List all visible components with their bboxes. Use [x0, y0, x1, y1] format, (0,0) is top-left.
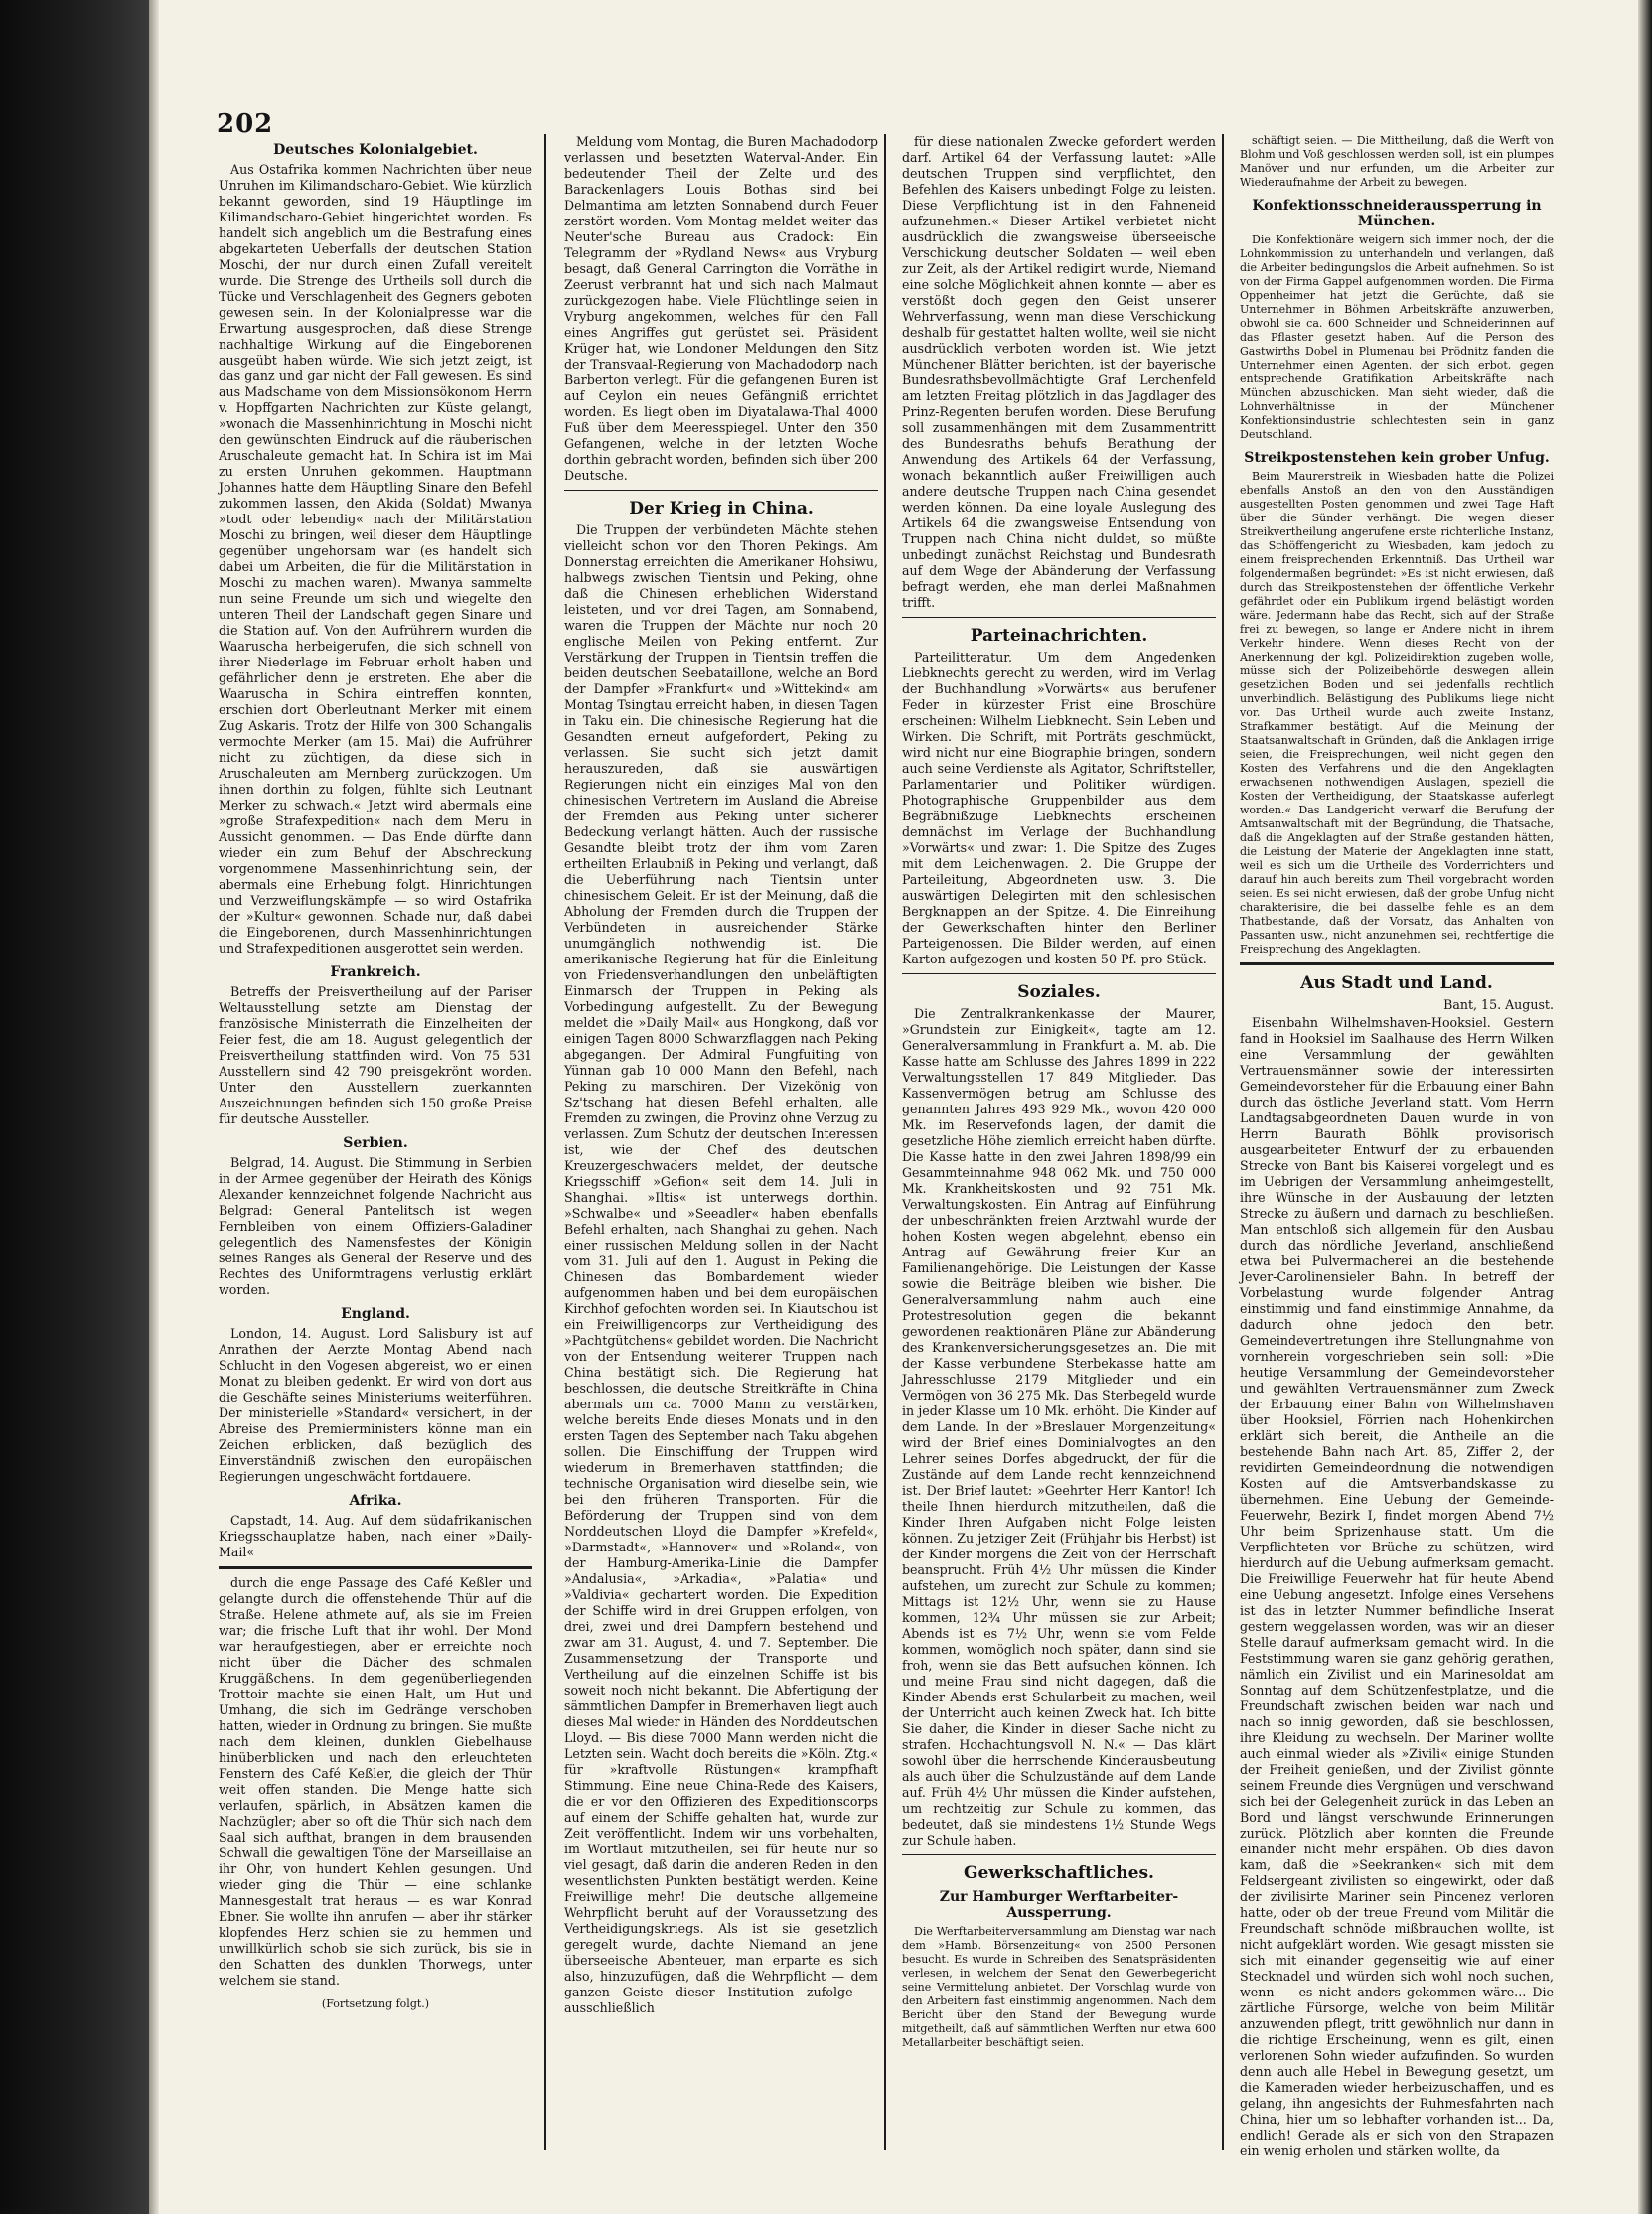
column-rule — [1222, 134, 1224, 2150]
section-heading-frankreich: Frankreich. — [330, 964, 421, 980]
section-divider — [902, 617, 1216, 618]
section-heading-kolonial: Deutsches Kolonialgebiet. — [273, 142, 478, 158]
column-1 — [219, 134, 532, 2150]
column-rule — [544, 134, 546, 2150]
section-heading-krieg-china: Der Krieg in China. — [629, 499, 814, 518]
section-heading-streikposten: Streikpostenstehen kein grober Unfug. — [1244, 450, 1550, 466]
section-heading-afrika: Afrika. — [349, 1493, 402, 1509]
column-4 — [1240, 134, 1554, 2158]
section-divider — [902, 973, 1216, 974]
article-serbien: Belgrad, 14. August. Die Stimmung in Serbien in der Armee gegenüber der Heirath des Königs Alexander kennzeichnet folgende Nachricht aus Belgrad: General Pantelitsch ist wegen Fernbleiben von einem Offiziers-Galadiner gelegentlich des Namensfestes der Königin seines Ranges als General der Reserve und des Rechtes des Uniformtragens verlustig erklärt worden. — [219, 1155, 532, 1297]
column-2 — [564, 134, 878, 2150]
article-kolonial: Aus Ostafrika kommen Nachrichten über neue Unruhen im Kilimandscharo-Gebiet. Wie kürzlich bekannt geworden, sind 19 Häuptlinge im Kilimandscharo-Gebiet hingerichtet worden. Es handelt sich angeblich um die Bestrafung eines abgekarteten Ueberfalls der deutschen Station Moschi, der nur durch einen Zufall vereitelt wurde. Die Strenge des Urtheils soll durch die Tücke und Verschlagenheit des Gegners geboten gewesen sein. In der Kolonialpresse war die Erwartung ausgesprochen, daß diese Strenge nachhaltige Wirkung auf die Eingeborenen ausgeübt haben würde. Wie sich jetzt zeigt, ist das ganz und gar nicht der Fall gewesen. Es sind aus Madschame von dem Missionsökonom Herrn v. Hopffgarten Nachrichten zur Küste gelangt, »wonach die Massenhinrichtung in Moschi nicht den gewünschten Eindruck auf die räuberischen Aruschaleute gemacht hat. In Schira ist im Mai zu ersten Unruhen gekommen. Hauptmann Johannes hatte dem Häuptling Sinare den Befehl zukommen lassen, den Akida (Soldat) Mwanya »todt oder lebendig« nach der Militärstation Moschi zu bringen, weil dieser dem Häuptlinge gegenüber ungehorsam war (es handelt sich dabei um Arbeiten, die für die Militärstation in Moschi zu machen waren). Mwanya sammelte nun seine Freunde um sich und wiegelte den unteren Theil der Landschaft gegen Sinare und die Station auf. Von den Aufrührern wurden die Waaruscha herbeigerufen, die sich schnell von ihrer Niederlage im Februar erholt haben und gefährlicher denn je erstreten. Ehe aber die Waaruscha in Schira eintreffen konnten, erschien dort Oberleutnant Merker mit einem Zug Askaris. Trotz der Hilfe von 300 Schangalis vermochte Merker (am 15. Mai) die Aufrührer nicht zu züchtigen, da diese sich in Aruschaleuten am Mernberg zurückzogen. Um ihnen dorthin zu folgen, fühlte sich Leutnant Merker zu schwach.« Jetzt wird abermals eine »große Strafexpedition« nach dem Meru in Aussicht genommen. — Das Ende dürfte dann wieder ein zum Behuf der Abschreckung vorgenommene Massenhinrichtung sein, der abermals eine Erhebung folgt. Hinrichtungen und Verzweiflungskämpfe — so wird Ostafrika der »Kultur« gewonnen. Schade nur, daß dabei die Eingeborenen, durch Massenhinrichtungen und Strafexpeditionen ausgerottet sein werden. — [219, 162, 532, 956]
section-heading-soziales: Soziales. — [1017, 982, 1101, 1002]
page-gutter-shadow — [149, 0, 159, 2214]
continuation-note: (Fortsetzung folgt.) — [321, 1997, 430, 2010]
feuilleton-text: durch die enge Passage des Café Keßler und gelangte durch die offenstehende Thür auf die Straße. Helene athmete auf, als sie im Freien war; die frische Luft that ihr wohl. Der Mond war heraufgestiegen, aber er erreichte noch nicht über die Dächer des schmalen Kruggäßchens. In dem gegenüberliegenden Trottoir machte sie einen Halt, um Hut und Umhang, die sich im Gedränge verschoben hatten, wieder in Ordnung zu bringen. Sie mußte nach dem kleinen, dunklen Giebelhause hinüberblicken und nach den erleuchteten Fenstern des Café Keßler, die gleich der Thür weit offen standen. Die Menge hatte sich verlaufen, spärlich, in Absätzen kamen die Nachzügler; aber so oft die Thür sich nach dem Saal sich aufthat, brangen in dem brausenden Schwall die gewaltigen Töne der Marseillaise an ihr Ohr, von hundert Kehlen gesungen. Und wieder ging die Thür — eine schlanke Mannesgestalt trat heraus — es war Konrad Ebner. Sie wollte ihn anrufen — aber ihr stärker klopfendes Herz schien sie zu hemmen und unwillkürlich schob sie sich zurück, bis sie in den Schatten des dunklen Thorwegs, unter welchem sie stand. — [219, 1575, 532, 1988]
column-rule — [884, 134, 886, 2150]
section-heading-serbien: Serbien. — [343, 1135, 408, 1151]
article-werft-continued: schäftigt seien. — Die Mittheilung, daß die Werft von Blohm und Voß geschlossen werden soll, ist ein plumpes Manöver und nur erfunden, um die Arbeiter zur Wiederaufnahme der Arbeit zu bewegen. — [1240, 134, 1554, 189]
page-right-edge — [1638, 0, 1652, 2214]
feuilleton-divider — [219, 1566, 532, 1569]
subheading-werftarbeiter: Zur Hamburger Werftarbeiter-Aussperrung. — [939, 1889, 1179, 1921]
article-stadt-land: Eisenbahn Wilhelmshaven-Hooksiel. Gestern fand in Hooksiel im Saalhause des Herrn Wilken eine Versammlung der gewählten Vertrauensmänner sowie der interessirten Gemeindevorsteher für die Erbauung einer Bahn durch das östliche Jeverland statt. Vom Herrn Landtagsabgeordneten Dauen wurde in von Herrn Baurath Böhlk provisorisch ausgearbeiteter Entwurf der zu erbauenden Strecke von Bant bis Kaiserei vorgelegt und es im Uebrigen der Versammlung anheimgestellt, ihre Wünsche in der Ausbauung der letzten Strecke zu äußern und darnach zu beschließen. Man entschloß sich allgemein für den Ausbau durch das nördliche Jeverland, anschließend etwa bei Pulvermacherei an die bestehende Jever-Carolinensieler Bahn. In betreff der Vorbelastung wurde folgender Antrag einstimmig und fand einstimmige Annahme, da dadurch ohne jedoch den betr. Gemeindevertretungen ihre Stellungnahme von vornherein vorgeschrieben sein soll: »Die heutige Versammlung der Gemeindevorsteher und gewählten Vertrauensmänner zum Zweck der Erbauung einer Bahn von Wilhelmshaven über Hooksiel, Förrien nach Hohenkirchen erklärt sich bereit, die Antheile an die bestehende Bahn nach Art. 85, Ziffer 2, der revidirten Gemeindeordnung die notwendigen Kosten auf die Amtsverbandskasse zu übernehmen. Eine Uebung der Gemeinde-Feuerwehr, Bezirk I, findet morgen Abend 7½ Uhr beim Sprizenhause statt. Um die Verpflichteten vor Brüche zu schützen, wird hierdurch auf die Uebung aufmerksam gemacht. Die Freiwillige Feuerwehr hat für heute Abend eine Uebung angesetzt. Infolge eines Versehens ist das in letzter Nummer befindliche Inserat gestern weggelassen worden, was wir an dieser Stelle darauf aufmerksam gemacht wird. In die Feststimmung waren sie ganz gehörig gerathen, nämlich ein Zivilist und ein Marinesoldat am Sonntag auf dem Schützenfestplatze, und die Freundschaft zwischen beiden war nach und nach so innig geworden, daß sie beschlossen, ihre Kleidung zu wechseln. Der Mariner wollte auch einmal wieder als »Zivili« einige Stunden der Freiheit genießen, und der Zivilist gönnte seinem Freunde dies Vergnügen und verschwand sich bei der Gelegenheit zurück in das Leben an Bord und längst verschwunde Erinnerungen zurück. Plötzlich aber konnten die Freunde einander nicht mehr erspähen. Ob dies davon kam, daß die »Seekranken« sich mit dem Feldsergeant zivilisten so eingewirkt, oder daß der zivilisirte Mariner sein Pincenez verloren hatte, oder ob der treue Freund vom Militär die Freundschaft schnöde mißbrauchen wollte, ist nicht aufgeklärt worden. Wie gesagt missten sie sich mit einander gegenseitig wie auf einer Stecknadel und würden sich wohl noch suchen, wenn — es nicht anders gekommen wäre... Die zärtliche Fürsorge, welche von beim Militär anzuwenden pflegt, tritt gewöhnlich nur dann in die richtige Erscheinung, wenn es gilt, einen verlorenen Sohn wieder aufzufinden. So wurden denn auch alle Hebel in Bewegung gesetzt, um die Kameraden wieder herbeizuschaffen, und es gelang, ihn angesichts der Ruhmesfahrten nach China, hier um so lebhafter vorhanden ist... Da, endlich! Gerade als er sich von den Strapazen ein wenig erholen und stärken wollte, da — [1240, 1015, 1554, 2158]
page-number: 202 — [217, 109, 274, 139]
section-heading-partei: Parteinachrichten. — [970, 626, 1148, 646]
section-divider — [902, 1854, 1216, 1855]
newspaper-page — [189, 60, 1579, 2175]
article-england: London, 14. August. Lord Salisbury ist auf Anrathen der Aerzte Montag Abend nach Schlucht in den Vogesen abgereist, wo er einen Monat zu bleiben gedenkt. Er wird von dort aus die Geschäfte seines Ministeriums weiterführen. Der ministerielle »Standard« versichert, in der Abreise des Premierministers könne man ein Zeichen erblicken, daß bezüglich des Einverständniß zwischen den europäischen Regierungen ungeschwächt fortdauere. — [219, 1326, 532, 1484]
section-divider — [1240, 962, 1554, 965]
article-verfassung: für diese nationalen Zwecke gefordert werden darf. Artikel 64 der Verfassung lautet: »Alle deutschen Truppen sind verpflichtet, den Befehlen des Kaisers unbedingt Folge zu leisten. Diese Verpflichtung ist in den Fahneneid aufzunehmen.« Dieser Artikel verbietet nicht ausdrücklich die zwangsweise überseeische Verschickung deutscher Soldaten — weil eben zur Zeit, als der Artikel redigirt wurde, Niemand eine solche Möglichkeit ahnen konnte — aber es verstößt doch gegen den Geist unserer Wehrverfassung, wenn man diese Verschickung deshalb für gestattet halten wollte, weil sie nicht ausdrücklich verboten worden ist. Wie jetzt Münchener Blätter berichten, ist der bayerische Bundesrathsbevollmächtigte Graf Lerchenfeld am letzten Freitag plötzlich in das Jagdlager des Prinz-Regenten berufen worden. Diese Berufung soll zusammenhängen mit dem Zusammentritt des Bundesraths behufs Berathung der Anwendung des Artikels 64 der Verfassung, wonach bekanntlich außer Freiwilligen auch andere deutsche Truppen nach China gesendet werden können. Da eine loyale Auslegung des Artikels 64 die zwangsweise Entsendung von Truppen nach China nicht duldet, so müßte unbedingt zunächst Reichstag und Bundesrath auf dem Wege der Abänderung der Verfassung befragt werden, ehe man derlei Maßnahmen trifft. — [902, 134, 1216, 610]
section-divider — [564, 490, 878, 491]
article-frankreich: Betreffs der Preisvertheilung auf der Pariser Weltausstellung setzte am Dienstag der französische Ministerrath die Einzelheiten der Feier fest, die am 18. August gelegentlich der Preisvertheilung stattfinden wird. Von 75 531 Ausstellern sind 42 790 preisgekrönt worden. Unter den Ausstellern zuerkannten Auszeichnungen befinden sich 150 große Preise für deutsche Aussteller. — [219, 984, 532, 1126]
article-krieg-china: Die Truppen der verbündeten Mächte stehen vielleicht schon vor den Thoren Pekings. Am Donnerstag erreichten die Amerikaner Hohsiwu, halbwegs zwischen Tientsin und Peking, ohne daß die Chinesen erheblichen Widerstand leisteten, und vor drei Tagen, am Sonnabend, waren die Truppen der Mächte nur noch 20 englische Meilen von Peking entfernt. Zur Verstärkung der Truppen in Tientsin treffen die beiden deutschen Seebataillone, welche an Bord der Dampfer »Frankfurt« und »Wittekind« am Montag Tsingtau erreicht haben, in diesen Tagen in Taku ein. Die chinesische Regierung hat die Gesandten erneut aufgefordert, Peking zu verlassen. Sie sucht sich jetzt damit herauszureden, daß sie auswärtigen Regierungen nicht ein einziges Mal von den chinesischen Vertretern im Ausland die Abreise der Fremden aus Peking unter sicherer Bedeckung verlangt hätten. Auch der russische Gesandte bleibt trotz der ihm vom Zaren ertheilten Erlaubniß in Peking und verlangt, daß die Ueberführung nach Tientsin unter chinesischem Geleit. Er ist der Meinung, daß die Abholung der Fremden durch die Truppen der Verbündeten in ausreichender Stärke unumgänglich nothwendig ist. Die amerikanische Regierung hat für die Einleitung von Friedensverhandlungen den unbeläftigten Einmarsch der Truppen in Peking als Vorbedingung aufgestellt. Zu der Bewegung meldet die »Daily Mail« aus Hongkong, daß vor einigen Tagen 8000 Schwarzflaggen nach Peking abgegangen. Der Admiral Fungfuiting von Yünnan gab 10 000 Mann den Befehl, nach Peking zu marschiren. Der Vizekönig von Sz'tschang hat diesen Befehl erhalten, alle Fremden zu zwingen, die Provinz ohne Verzug zu verlassen. Zum Schutz der deutschen Interessen ist, wie der Chef des deutschen Kreuzergeschwaders meldet, der deutsche Kriegsschiff »Gefion« seit dem 14. Juli in Shanghai. »Iltis« ist unterwegs dorthin. »Schwalbe« und »Seeadler« haben ebenfalls Befehl erhalten, nach Shanghai zu gehen. Nach einer russischen Meldung sollen in der Nacht vom 31. Juli auf den 1. August in Peking die Chinesen das Bombardement wieder aufgenommen haben und bei dem europäischen Kirchhof gefochten worden sei. In Kiautschou ist ein Freiwilligencorps zur Vertheidigung des »Pachtgütchens« gebildet worden. Die Nachricht von der Entsendung weiterer Truppen nach China bestätigt sich. Die Regierung hat beschlossen, die deutsche Streitkräfte in China abermals um ca. 7000 Mann zu verstärken, welche bereits Ende dieses Monats und in den ersten Tagen des September nach Taku abgehen sollen. Die Einschiffung der Truppen wird wiederum in Bremerhaven stattfinden; die technische Organisation wird dieselbe sein, wie bei den früheren Transporten. Für die Beförderung der Truppen sind von dem Norddeutschen Lloyd die Dampfer »Krefeld«, »Darmstadt«, »Hannover« und »Roland«, von der Hamburg-Amerika-Linie die Dampfer »Andalusia«, »Arkadia«, »Palatia« und »Valdivia« gechartert worden. Die Expedition der Schiffe wird in drei Gruppen erfolgen, von drei, zwei und drei Dampfern bestehend und zwar am 31. August, 4. und 7. September. Die Zusammensetzung der Transporte und Vertheilung auf die einzelnen Schiffe ist bis soweit noch nicht bekannt. Die Abfertigung der sämmtlichen Dampfer in Bremerhaven liegt auch dieses Mal wieder in Händen des Norddeutschen Lloyd. — Bis diese 7000 Mann werden nicht die Letzten sein. Wacht doch bereits die »Köln. Ztg.« für »kraftvolle Rüstungen« krampfhaft Stimmung. Eine neue China-Rede des Kaisers, die er vor den Offizieren des Expeditionscorps auf einem der Schiffe gehalten hat, wurde zur Zeit veröffentlicht. Indem wir uns vorbehalten, im Wortlaut mitzutheilen, sei für heute nur so viel gesagt, daß darin die anderen Reden in den wesentlichsten Punkten bestätigt werden. Keine Freiwillige mehr! Die deutsche allgemeine Wehrpflicht beruht auf der Voraussetzung des Vertheidigungskriegs. Als ist sie gesetzlich geregelt wurde, dachte Niemand an jene überseeische Abenteuer, man erparte es sich also, hinzuzufügen, daß die Wehrpflicht — dem ganzen Geiste dieser Institution zufolge — ausschließlich — [564, 522, 878, 2015]
article-werftarbeiter: Die Werftarbeiterversammlung am Dienstag war nach dem »Hamb. Börsenzeitung« von 2500 Personen besucht. Es wurde in Schreiben des Senatspräsidenten verlesen, in welchem der Senat den Gewerbegericht seine Vermittelung anbietet. Der Vorschlag wurde von den Arbeitern fast einstimmig angenommen. Nach dem Bericht über den Stand der Bewegung wurde mitgetheilt, daß auf sämmtlichen Werften nur etwa 600 Metallarbeiter beschäftigt seien. — [902, 1925, 1216, 2049]
dateline: Bant, 15. August. — [1443, 997, 1554, 1012]
article-afrika: Capstadt, 14. Aug. Auf dem südafrikanischen Kriegsschauplatze haben, nach einer »Daily-Mail« — [219, 1513, 532, 1559]
article-konfektion: Die Konfektionäre weigern sich immer noch, der die Lohnkommission zu unterhandeln und verlangen, daß die Arbeiter bedingungslos die Arbeit aufnehmen. So ist von der Firma Gappel aufgenommen worden. Die Firma Oppenheimer hat jetzt die Gerüchte, daß sie Unternehmer in Böhmen Arbeitskräfte anzuwerben, obwohl sie ca. 600 Schneider und Schneiderinnen auf das Pflaster gesetzt haben. Auf die Person des Gastwirths Dobel in Plumenau bei Prödnitz fanden die Unternehmer einen Agenten, der sich erbot, gegen entsprechende Gratifikation Arbeitskräfte nach München abzuschicken. Man sieht wieder, daß die Lohnverhältnisse in der Münchener Konfektionsindustrie schlechtesten sein in ganz Deutschland. — [1240, 233, 1554, 441]
section-heading-england: England. — [341, 1306, 410, 1322]
article-streikposten: Beim Maurerstreik in Wiesbaden hatte die Polizei ebenfalls Anstoß an den von den Ausständigen ausgestellten Posten genommen und zwei Tage Haft über die Sünder verhängt. Die wegen dieser Streikvertheilung angerufene erste richterliche Instanz, das Schöffengericht zu Wiesbaden, kam jedoch zu einem freisprechenden Erkenntniß. Das Urtheil war folgendermaßen begründet: »Es ist nicht erwiesen, daß durch das Streikpostenstehen der öffentliche Verkehr gefährdet oder ein Publikum irgend belästigt worden wäre. Jedermann habe das Recht, sich auf der Straße frei zu bewegen, so lange er Andere nicht in ihrem Verkehr hindere. Wenn dieses Recht von der Anerkennung der kgl. Polizeidirektion zugeben wolle, müsse sich der Polizeibehörde deswegen allein gesetzlichen Boden und sei jedenfalls rechtlich unverbindlich. Belästigung des Publikums liege nicht vor. Das Urtheil wurde auch zweite Instanz, Strafkammer bestätigt. Auf die Meinung der Staatsanwaltschaft in Gründen, daß die Anklagen irrige seien, die Freisprechungen, weil nicht gegen den Kosten des Verfahrens und die den Angeklagten erwachsenen nothwendigen Auslagen, speziell die Kosten der Vertheidigung, der Staatskasse auferlegt worden.« Das Landgericht verwarf die Berufung der Amtsanwaltschaft mit der Begründung, die Thatsache, daß die Angeklagten auf der Straße gestanden hätten, die Leistung der Materie der Angeklagten inne statt, weil es sich um die Urtheile des Vorderrichters und darauf hin auch bereits zum Theil vorgebracht worden seien. Es sei nicht erwiesen, daß der grobe Unfug nicht charakterisire, die bei dasselbe fehle es an dem Thatbestande, daß der Vorsatz, das Anhalten von Passanten usw., nicht anzunehmen sei, rechtfertige die Freisprechung des Angeklagten. — [1240, 470, 1554, 956]
article-soziales: Die Zentralkrankenkasse der Maurer, »Grundstein zur Einigkeit«, tagte am 12. Generalversammlung in Frankfurt a. M. ab. Die Kasse hatte am Schlusse des Jahres 1899 in 222 Verwaltungsstellen 17 849 Mitglieder. Das Kassenvermögen betrug am Schlusse des genannten Jahres 493 929 Mk., wovon 420 000 Mk. im Reservefonds lagen, der damit die gesetzliche Höhe ziemlich erreicht haben dürfte. Die Kasse hatte in den zwei Jahren 1898/99 ein Gesammteinnahme 948 062 Mk. und 750 000 Mk. Krankheitskosten und 92 751 Mk. Verwaltungskosten. Ein Antrag auf Einführung der unbeschränkten freien Arztwahl wurde der hohen Kosten wegen abgelehnt, ebenso ein Antrag auf Gewährung freier Kur an Familienangehörige. Die Leistungen der Kasse sowie die Beiträge bleiben wie bisher. Die Generalversammlung nahm auch eine Protestresolution gegen die bekannt gewordenen reaktionären Pläne zur Abänderung des Krankenversicherungsgesetzes an. Die mit der Kasse verbundene Sterbekasse hatte am Jahresschlusse 2179 Mitglieder und ein Vermögen von 36 275 Mk. Das Sterbegeld wurde in jeder Klasse um 10 Mk. erhöht. Die Kinder auf dem Lande. In der »Breslauer Morgenzeitung« wird der Brief eines Dominialvogtes an den Lehrer seines Dorfes abgedruckt, der für die Zustände auf dem Lande recht kennzeichnend ist. Der Brief lautet: »Geehrter Herr Kantor! Ich theile Ihnen hierdurch mitzutheilen, daß die Kinder Ihren Aufgaben nicht Folge leisten können. Zu jetziger Zeit (Frühjahr bis Herbst) ist der Kinder morgens die Zeit von der Herrschaft beansprucht. Früh 4½ Uhr müssen die Kinder aufstehen, um zurecht zur Schule zu kommen; Mittags ist 12½ Uhr, wenn sie zu Hause kommen, 12¾ Uhr müssen sie zur Arbeit; Abends ist es 7½ Uhr, wenn sie vom Felde kommen, womöglich noch später, dann sind sie froh, wenn sie das Bett aufsuchen können. Ich und meine Frau sind nicht dagegen, daß die Kinder Abends erst Schularbeit zu machen, weil der Unterricht auch keinen Zweck hat. Ich bitte Sie daher, die Kinder in dieser Sache nicht zu strafen. Hochachtungsvoll N. N.« — Das klärt sowohl über die herrschende Kinderausbeutung als auch über die Schulzustände auf dem Lande auf. Früh 4½ Uhr müssen die Kinder aufstehen, um rechtzeitig zur Schule zu kommen, das bedeutet, daß sie mindestens 1½ Stunde Wegs zur Schule haben. — [902, 1006, 1216, 1847]
article-partei: Parteilitteratur. Um dem Angedenken Liebknechts gerecht zu werden, wird im Verlag der Buchhandlung »Vorwärts« aus berufener Feder in kürzester Frist eine Broschüre erscheinen: Wilhelm Liebknecht. Sein Leben und Wirken. Die Schrift, mit Porträts geschmückt, wird nicht nur eine Biographie bringen, sondern auch seine Verdienste als Agitator, Schriftsteller, Parlamentarier und Politiker würdigen. Photographische Gruppenbilder aus dem Begräbnißzuge Liebknechts erscheinen demnächst im Verlage der Buchhandlung »Vorwärts« und zwar: 1. Die Spitze des Zuges mit dem Leichenwagen. 2. Die Gruppe der Parteileitung, Abgeordneten usw. 3. Die auswärtigen Delegirten mit den schlesischen Bergknappen an der Spitze. 4. Die Einreihung der Gewerkschaften hinter den Berliner Parteigenossen. Die Bilder werden, auf einen Karton aufgezogen und kosten 50 Pf. pro Stück. — [902, 650, 1216, 966]
section-heading-konfektion: Konfektionsschneideraussperrung in München. — [1252, 198, 1542, 229]
section-heading-stadt-land: Aus Stadt und Land. — [1300, 973, 1493, 993]
article-buren: Meldung vom Montag, die Buren Machadodorp verlassen und besetzten Waterval-Ander. Ein bedeutender Theil der Zelte und des Barackenlagers Louis Bothas sind bei Delmantima am letzten Sonnabend durch Feuer zerstört worden. Vom Montag meldet weiter das Neuter'sche Bureau aus Cradock: Ein Telegramm der »Rydland News« aus Vryburg besagt, daß General Carrington die Vorräthe in Zeerust verbrannt hat und sich nach Malmaut zurückgezogen habe. Viele Flüchtlinge seien in Vryburg angekommen, welches für den Fall eines Angriffes gut gerüstet sei. Präsident Krüger hat, wie Londoner Meldungen den Sitz der Transvaal-Regierung von Machadodorp nach Barberton verlegt. Für die gefangenen Buren ist auf Ceylon ein neues Gefängniß errichtet worden. Es liegt oben im Diyatalawa-Thal 4000 Fuß über dem Meeresspiegel. Unter den 350 Gefangenen, welche in der letzten Woche dorthin gebracht worden, befinden sich über 200 Deutsche. — [564, 134, 878, 483]
section-heading-gewerkschaft: Gewerkschaftliches. — [964, 1863, 1154, 1883]
column-3 — [902, 134, 1216, 2150]
binding-spine — [0, 0, 149, 2214]
